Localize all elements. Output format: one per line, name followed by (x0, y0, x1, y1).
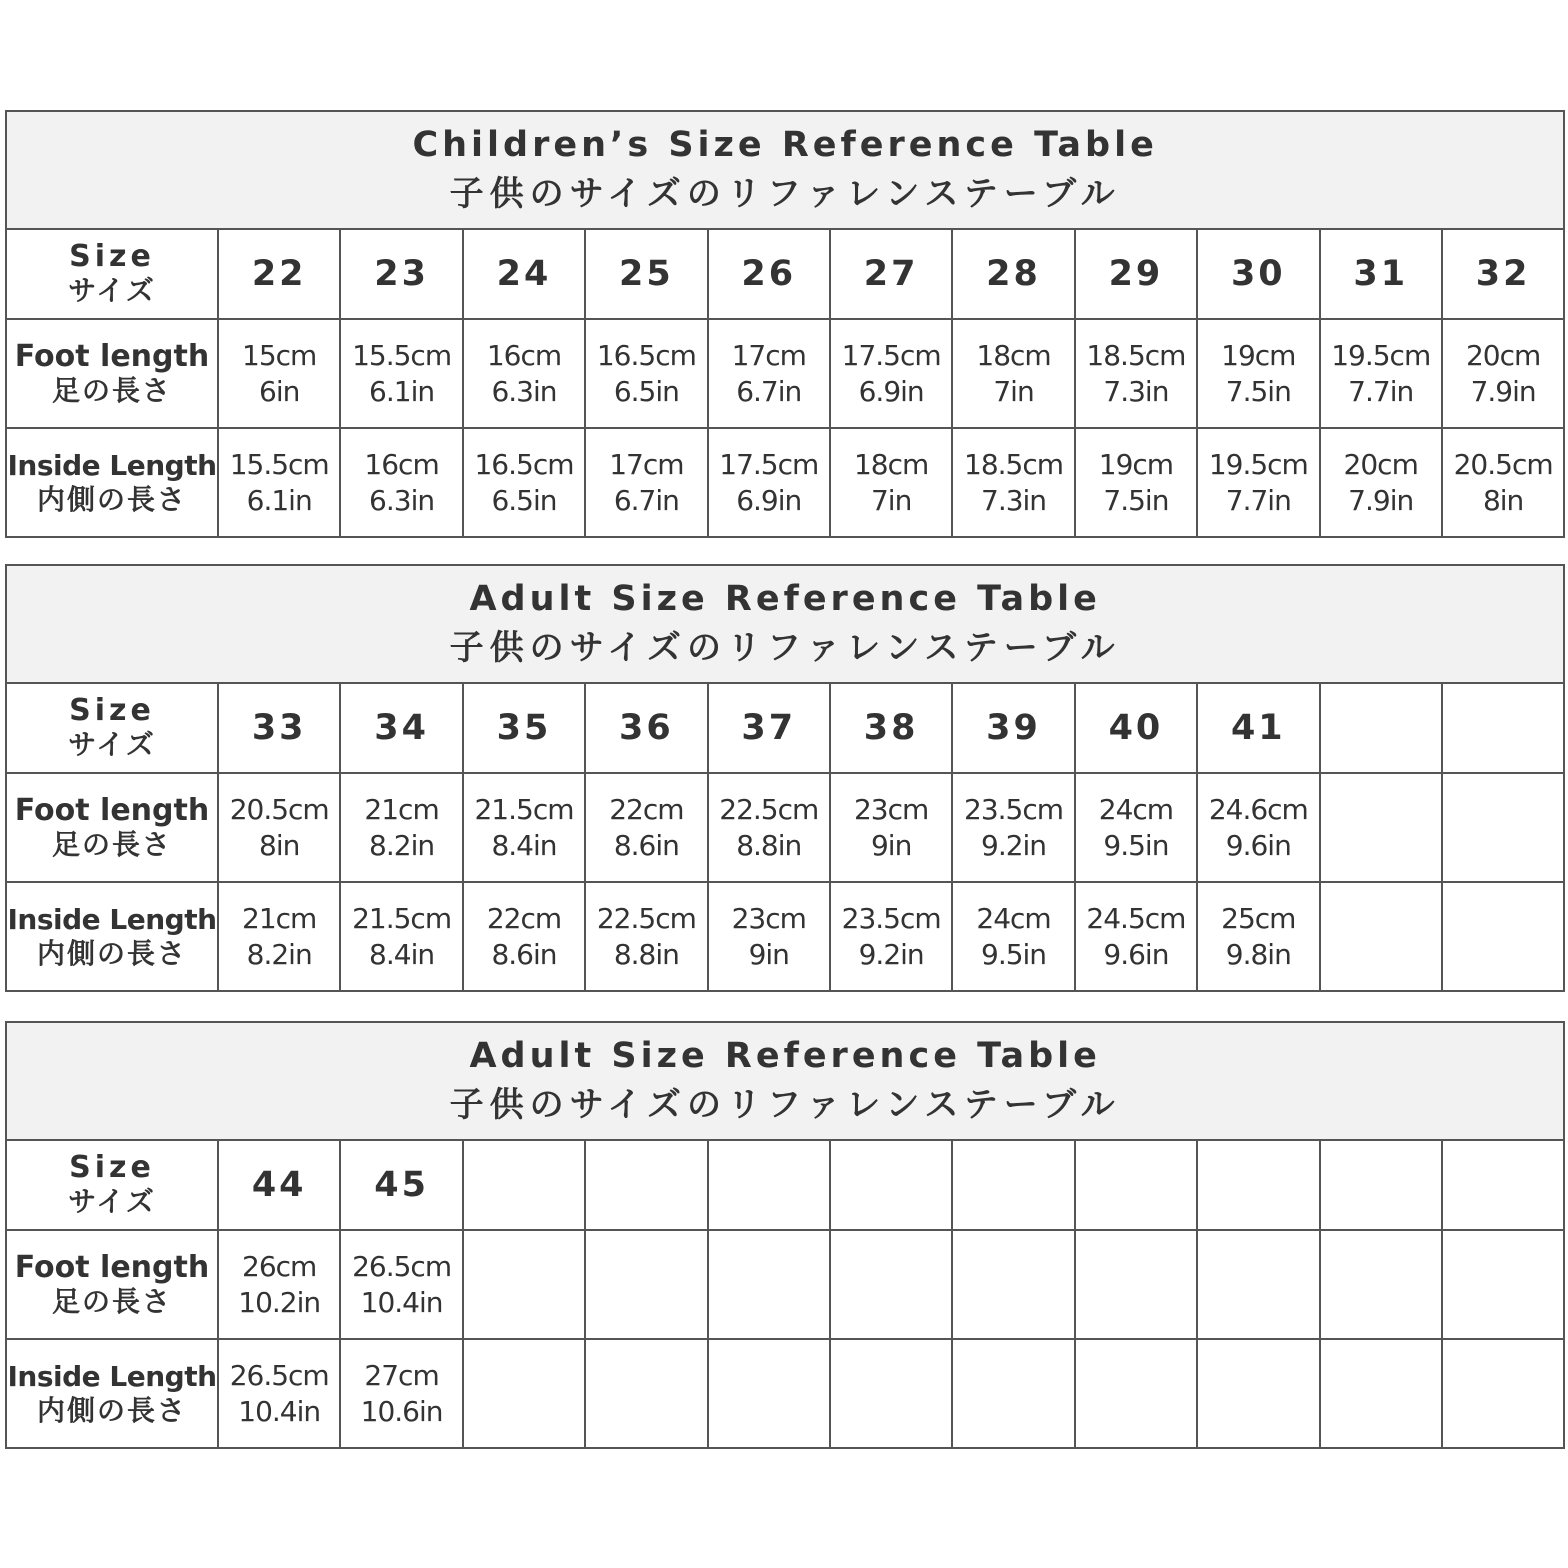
inside-length-cm: 17cm (609, 447, 684, 481)
inside-length-cell (708, 428, 830, 537)
inside-length-cm: 18.5cm (964, 447, 1064, 481)
inside-length-cm: 19cm (1098, 447, 1174, 481)
size-value-cell (1320, 683, 1442, 773)
foot-length-label-en: Foot length (14, 338, 210, 374)
foot-length-in: 6.5in (613, 374, 679, 408)
foot-length-cell (585, 773, 707, 882)
inside-length-cell (1442, 1339, 1564, 1448)
inside-length-row (6, 1339, 1564, 1448)
size-value-cell (708, 1140, 830, 1230)
size-row (6, 229, 1564, 319)
foot-length-in: 9.5in (1103, 828, 1169, 862)
inside-length-cell (463, 882, 585, 991)
foot-length-cell (463, 319, 585, 428)
foot-length-in: 7.9in (1470, 374, 1536, 408)
size-value-cell: 30 (1197, 229, 1319, 319)
size-reference-table (5, 1021, 1565, 1449)
inside-length-cm: 24.5cm (1086, 901, 1186, 935)
foot-length-cell (952, 773, 1074, 882)
table-title-en: Adult Size Reference Table (469, 1036, 1101, 1076)
foot-length-row-header (6, 773, 218, 882)
inside-length-in: 6.7in (613, 483, 679, 517)
size-value-cell (1320, 1140, 1442, 1230)
foot-length-cm: 15.5cm (352, 338, 452, 372)
foot-length-cm: 22cm (609, 792, 684, 826)
inside-length-cm: 22.5cm (596, 901, 696, 935)
size-label-ja: サイズ (68, 274, 156, 307)
inside-length-in: 6.3in (369, 483, 435, 517)
size-value-cell (585, 1140, 707, 1230)
foot-length-row (6, 1230, 1564, 1339)
foot-length-cell (830, 773, 952, 882)
inside-length-cell (708, 882, 830, 991)
foot-length-cell (1197, 773, 1319, 882)
table-title-en: Children’s Size Reference Table (412, 125, 1158, 165)
inside-length-row-header (6, 1339, 218, 1448)
foot-length-in: 8in (259, 828, 300, 862)
foot-length-in: 6.1in (369, 374, 435, 408)
size-value-cell (830, 1140, 952, 1230)
size-label-ja: サイズ (68, 1185, 156, 1218)
foot-length-cell (1320, 1230, 1442, 1339)
size-value-cell: 44 (218, 1140, 340, 1230)
foot-length-cm: 16cm (486, 338, 562, 372)
inside-length-cell (1320, 428, 1442, 537)
inside-length-cell (708, 1339, 830, 1448)
inside-length-cell (1197, 1339, 1319, 1448)
inside-length-cell (1442, 428, 1564, 537)
foot-length-cm: 24cm (1098, 792, 1174, 826)
inside-length-in: 8.4in (369, 937, 435, 971)
inside-length-label-en: Inside Length (7, 448, 217, 482)
inside-length-cm: 15.5cm (229, 447, 329, 481)
size-value-cell: 41 (1197, 683, 1319, 773)
foot-length-cm: 17.5cm (841, 338, 941, 372)
table-title-en: Adult Size Reference Table (469, 579, 1101, 619)
inside-length-cm: 21cm (242, 901, 317, 935)
foot-length-cell (1075, 773, 1197, 882)
inside-length-cell (463, 1339, 585, 1448)
foot-length-cm: 26.5cm (352, 1249, 452, 1283)
foot-length-label-en: Foot length (14, 792, 210, 828)
foot-length-row (6, 773, 1564, 882)
inside-length-cell (952, 882, 1074, 991)
foot-length-cell (340, 773, 462, 882)
size-value-cell (952, 1140, 1074, 1230)
inside-length-cell (218, 1339, 340, 1448)
size-reference-table (5, 564, 1565, 992)
size-row-header (6, 229, 218, 319)
foot-length-cm: 23.5cm (964, 792, 1064, 826)
foot-length-in: 6.9in (858, 374, 924, 408)
foot-length-in: 10.4in (360, 1285, 443, 1319)
inside-length-cm: 24cm (976, 901, 1051, 935)
foot-length-cell (463, 1230, 585, 1339)
inside-length-cell (1075, 1339, 1197, 1448)
foot-length-cm: 17cm (731, 338, 806, 372)
foot-length-cell (585, 319, 707, 428)
table-title-ja: 子供のサイズのリファレンステーブル (449, 174, 1121, 214)
inside-length-cell (952, 428, 1074, 537)
foot-length-cell (463, 773, 585, 882)
size-value-cell: 24 (463, 229, 585, 319)
inside-length-in: 9in (748, 937, 789, 971)
inside-length-cm: 21.5cm (352, 901, 452, 935)
inside-length-cell (340, 428, 462, 537)
foot-length-row-header (6, 1230, 218, 1339)
foot-length-cell (708, 773, 830, 882)
size-reference-table (5, 110, 1565, 538)
inside-length-cell (1075, 882, 1197, 991)
foot-length-cell (1442, 319, 1564, 428)
inside-length-row (6, 882, 1564, 991)
size-value-cell (463, 1140, 585, 1230)
inside-length-cell (218, 428, 340, 537)
foot-length-cell (1320, 773, 1442, 882)
foot-length-cell (1320, 319, 1442, 428)
inside-length-in: 8in (1482, 483, 1524, 517)
inside-length-cell (952, 1339, 1074, 1448)
foot-length-in: 6.3in (491, 374, 557, 408)
size-value-cell: 22 (218, 229, 340, 319)
foot-length-in: 7in (993, 374, 1034, 408)
size-value-cell: 27 (830, 229, 952, 319)
size-row-header (6, 1140, 218, 1230)
inside-length-cell (1442, 882, 1564, 991)
inside-length-label-en: Inside Length (7, 1359, 217, 1393)
foot-length-cell (830, 1230, 952, 1339)
table-title-cell (6, 565, 1564, 683)
inside-length-in: 7.9in (1348, 483, 1414, 517)
size-value-cell: 31 (1320, 229, 1442, 319)
size-value-cell: 33 (218, 683, 340, 773)
foot-length-label-ja: 足の長さ (51, 1284, 172, 1318)
inside-length-cm: 18cm (853, 447, 929, 481)
size-row (6, 683, 1564, 773)
size-value-cell: 37 (708, 683, 830, 773)
size-value-cell (1442, 1140, 1564, 1230)
foot-length-cm: 22.5cm (719, 792, 819, 826)
size-value-cell: 38 (830, 683, 952, 773)
inside-length-label-ja: 内側の長さ (36, 1393, 187, 1427)
inside-length-label-en: Inside Length (7, 902, 217, 936)
inside-length-cm: 22cm (486, 901, 562, 935)
inside-length-cm: 27cm (364, 1358, 439, 1392)
size-value-cell: 40 (1075, 683, 1197, 773)
foot-length-cell (340, 1230, 462, 1339)
foot-length-cell (1075, 319, 1197, 428)
foot-length-row-header (6, 319, 218, 428)
foot-length-in: 8.4in (491, 828, 557, 862)
foot-length-cell (218, 773, 340, 882)
foot-length-cell (218, 319, 340, 428)
size-value-cell (1075, 1140, 1197, 1230)
inside-length-cm: 25cm (1221, 901, 1296, 935)
inside-length-in: 8.6in (491, 937, 557, 971)
foot-length-cm: 19cm (1221, 338, 1296, 372)
size-value-cell: 39 (952, 683, 1074, 773)
foot-length-in: 9.6in (1225, 828, 1291, 862)
inside-length-in: 7.7in (1225, 483, 1291, 517)
foot-length-in: 10.2in (238, 1285, 321, 1319)
inside-length-cell (1320, 1339, 1442, 1448)
size-label-ja: サイズ (68, 728, 156, 761)
size-value-cell: 34 (340, 683, 462, 773)
foot-length-label-ja: 足の長さ (51, 373, 172, 407)
size-value-cell: 45 (340, 1140, 462, 1230)
foot-length-cm: 19.5cm (1331, 338, 1431, 372)
inside-length-cm: 20cm (1343, 447, 1418, 481)
inside-length-cell (830, 1339, 952, 1448)
inside-length-cell (1320, 882, 1442, 991)
size-row (6, 1140, 1564, 1230)
inside-length-label-ja: 内側の長さ (36, 936, 187, 970)
inside-length-in: 8.8in (613, 937, 679, 971)
inside-length-in: 6.5in (491, 483, 557, 517)
inside-length-cm: 20.5cm (1453, 447, 1553, 481)
table-title-ja: 子供のサイズのリファレンステーブル (449, 1085, 1121, 1125)
foot-length-cm: 26cm (242, 1249, 317, 1283)
foot-length-in: 9.2in (981, 828, 1047, 862)
foot-length-cm: 15cm (242, 338, 317, 372)
inside-length-cell (830, 882, 952, 991)
size-value-cell: 29 (1075, 229, 1197, 319)
size-label-en: Size (69, 239, 155, 274)
foot-length-cm: 20.5cm (229, 792, 329, 826)
foot-length-cell (830, 319, 952, 428)
inside-length-in: 8.2in (246, 937, 312, 971)
foot-length-row (6, 319, 1564, 428)
inside-length-in: 9.8in (1225, 937, 1291, 971)
size-label-en: Size (69, 1150, 155, 1185)
inside-length-row-header (6, 428, 218, 537)
inside-length-in: 6.1in (246, 483, 312, 517)
size-value-cell (1442, 683, 1564, 773)
inside-length-cell (585, 428, 707, 537)
size-value-cell (1197, 1140, 1319, 1230)
foot-length-cell (1442, 1230, 1564, 1339)
inside-length-row (6, 428, 1564, 537)
inside-length-cm: 17.5cm (719, 447, 819, 481)
size-label-en: Size (69, 693, 155, 728)
inside-length-cm: 23cm (731, 901, 806, 935)
inside-length-cell (585, 1339, 707, 1448)
inside-length-in: 7.5in (1103, 483, 1169, 517)
inside-length-in: 10.6in (360, 1394, 443, 1428)
foot-length-in: 7.7in (1348, 374, 1414, 408)
inside-length-in: 9.5in (981, 937, 1047, 971)
inside-length-cm: 16.5cm (474, 447, 574, 481)
inside-length-cell (340, 1339, 462, 1448)
foot-length-in: 8.8in (736, 828, 802, 862)
foot-length-cell (952, 1230, 1074, 1339)
foot-length-cm: 18cm (976, 338, 1051, 372)
inside-length-cell (585, 882, 707, 991)
size-row-header (6, 683, 218, 773)
foot-length-cell (218, 1230, 340, 1339)
foot-length-cm: 23cm (853, 792, 929, 826)
foot-length-cell (1197, 1230, 1319, 1339)
size-value-cell: 23 (340, 229, 462, 319)
table-title-cell (6, 1022, 1564, 1140)
foot-length-cell (952, 319, 1074, 428)
inside-length-in: 7.3in (981, 483, 1047, 517)
inside-length-cm: 16cm (364, 447, 439, 481)
inside-length-cell (1197, 428, 1319, 537)
inside-length-cm: 19.5cm (1208, 447, 1308, 481)
table-title-cell (6, 111, 1564, 229)
foot-length-cm: 18.5cm (1086, 338, 1186, 372)
inside-length-in: 6.9in (736, 483, 802, 517)
foot-length-in: 9in (870, 828, 912, 862)
table-title-ja: 子供のサイズのリファレンステーブル (449, 628, 1121, 668)
foot-length-cm: 16.5cm (596, 338, 696, 372)
foot-length-cell (1442, 773, 1564, 882)
foot-length-in: 6.7in (736, 374, 802, 408)
inside-length-cell (463, 428, 585, 537)
inside-length-cell (830, 428, 952, 537)
foot-length-in: 8.6in (613, 828, 679, 862)
foot-length-cell (340, 319, 462, 428)
foot-length-in: 8.2in (369, 828, 435, 862)
inside-length-cm: 23.5cm (841, 901, 941, 935)
foot-length-cell (708, 1230, 830, 1339)
size-value-cell: 32 (1442, 229, 1564, 319)
foot-length-cm: 21.5cm (474, 792, 574, 826)
foot-length-cell (585, 1230, 707, 1339)
inside-length-row-header (6, 882, 218, 991)
foot-length-in: 7.5in (1225, 374, 1291, 408)
foot-length-in: 6in (259, 374, 300, 408)
foot-length-cell (1075, 1230, 1197, 1339)
inside-length-in: 7in (870, 483, 912, 517)
inside-length-cm: 26.5cm (229, 1358, 329, 1392)
foot-length-cell (1197, 319, 1319, 428)
size-value-cell: 26 (708, 229, 830, 319)
inside-length-in: 10.4in (238, 1394, 321, 1428)
foot-length-cm: 24.6cm (1208, 792, 1308, 826)
size-value-cell: 25 (585, 229, 707, 319)
foot-length-cm: 21cm (364, 792, 439, 826)
foot-length-label-en: Foot length (14, 1249, 210, 1285)
inside-length-cell (340, 882, 462, 991)
inside-length-in: 9.6in (1103, 937, 1169, 971)
inside-length-label-ja: 内側の長さ (36, 482, 187, 516)
foot-length-cm: 20cm (1465, 338, 1541, 372)
size-value-cell: 28 (952, 229, 1074, 319)
inside-length-in: 9.2in (858, 937, 924, 971)
size-value-cell: 36 (585, 683, 707, 773)
inside-length-cell (1075, 428, 1197, 537)
inside-length-cell (1197, 882, 1319, 991)
foot-length-cell (708, 319, 830, 428)
foot-length-in: 7.3in (1103, 374, 1169, 408)
inside-length-cell (218, 882, 340, 991)
foot-length-label-ja: 足の長さ (51, 827, 172, 861)
size-value-cell: 35 (463, 683, 585, 773)
